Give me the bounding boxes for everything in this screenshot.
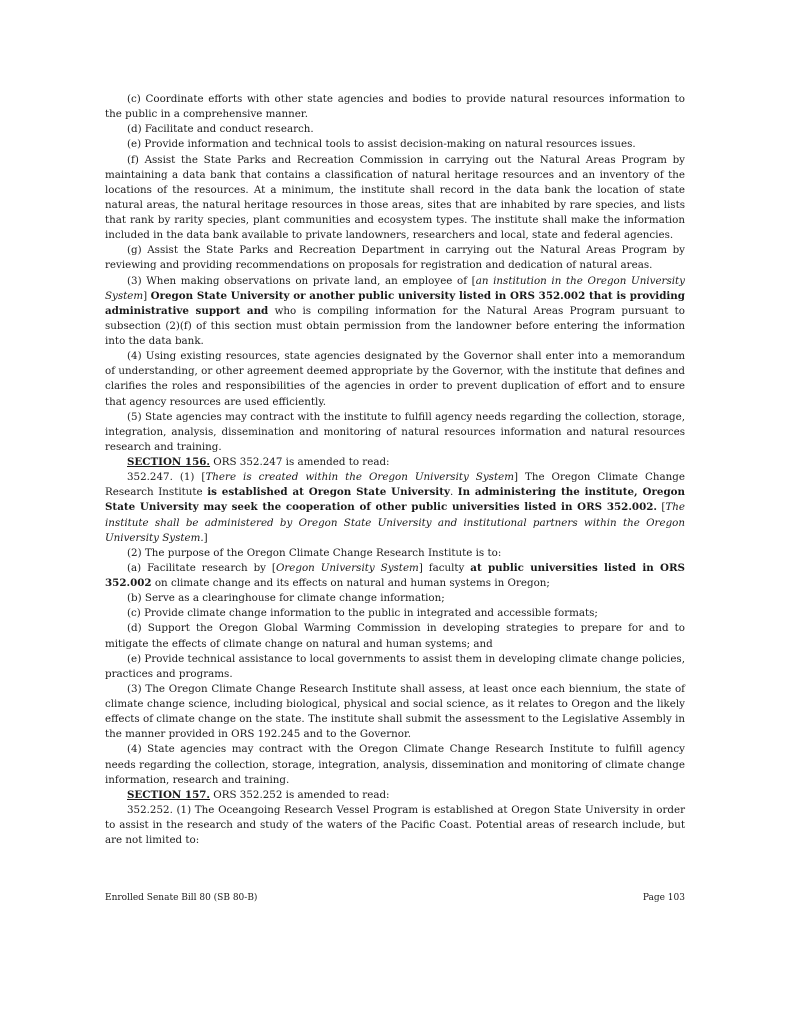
paragraph — [105, 788, 685, 803]
paragraph — [105, 591, 685, 606]
paragraph — [105, 803, 685, 848]
paragraph — [105, 561, 685, 591]
footer-page-number: Page 103 — [642, 893, 685, 903]
text-run: at public universities listed in ORS 352.002 — [105, 561, 685, 589]
paragraph — [105, 122, 685, 137]
paragraph — [105, 274, 685, 350]
text-run: (b) Serve as a clearinghouse for climate change information; — [127, 592, 445, 605]
text-run: ] — [203, 531, 208, 544]
text-run: 352.252. (1) The Oceangoing Research Vessel Program is established at Oregon State University in order to assist in the research and study of the waters of the Pacific Coast. Potential areas of research include, but are not limited to: — [105, 803, 685, 847]
text-run: ] The Oregon Climate Change Research Institute — [105, 471, 685, 499]
text-run: (5) State agencies may contract with the institute to fulfill agency needs regarding the collection, storage, integration, analysis, dissemination and monitoring of natural resources information and natural resources research and training. — [105, 410, 685, 453]
paragraph — [105, 410, 685, 455]
text-run: [ — [657, 501, 666, 514]
paragraph — [105, 92, 685, 122]
document-body — [105, 92, 685, 848]
paragraph — [105, 243, 685, 273]
text-run: on climate change and its effects on natural and human systems in Oregon; — [151, 577, 550, 589]
text-run: ORS 352.252 is amended to read: — [210, 788, 390, 801]
text-run: an institution in the Oregon University System — [105, 274, 685, 302]
text-run: (e) Provide technical assistance to local governments to assist them in developing climate change policies, practices and programs. — [105, 652, 685, 680]
paragraph — [105, 137, 685, 152]
text-run: (c) Provide climate change information to the public in integrated and accessible formats; — [127, 607, 598, 620]
text-run: The institute shall be administered by Oregon State University and institutional partners within the Oregon University System. — [105, 501, 686, 544]
text-run: (g) Assist the State Parks and Recreation Department in carrying out the Natural Areas Program by reviewing and providing recommendations on proposals for registration and dedication of natural areas. — [105, 244, 685, 272]
text-run: In administering the institute, Oregon State University may seek the cooperation of other public universities listed in ORS 352.002. — [105, 486, 686, 514]
text-run: (f) Assist the State Parks and Recreation Commission in carrying out the Natural Areas Program by maintaining a data bank that contains a classification of natural heritage resources and an inventory of the locations of the resources. At a minimum, the institute shall record in the data bank the location of state natural areas, the natural heritage resources in those areas, sites that are inhabited by rare species, and lists that rank by rarity species, plant communities and ecosystem types. The institute shall make the information included in the data bank available to private landowners, researchers and local, state and federal agencies. — [105, 153, 685, 242]
text-run: (4) State agencies may contract with the Oregon Climate Change Research Institute to fulfill agency needs regarding the collection, storage, integration, analysis, dissemination and monitoring of climate change information, research and training. — [105, 743, 685, 786]
section-heading: SECTION 157. — [127, 788, 211, 801]
text-run: Oregon University System — [275, 561, 419, 574]
paragraph — [105, 621, 685, 651]
text-run: (3) The Oregon Climate Change Research Institute shall assess, at least once each biennium, the state of climate change science, including biological, physical and social science, as it relates to Oregon and the likely effects of climate change on the state. The institute shall submit the assessment to the Legislative Assembly in the manner provided in ORS 192.245 and to the Governor. — [105, 682, 685, 741]
paragraph — [105, 682, 685, 743]
text-run: ORS 352.247 is amended to read: — [210, 456, 390, 468]
text-run: (a) Facilitate research by [ — [127, 561, 276, 574]
text-run: Oregon State University or another public university listed in ORS 352.002 that is providing administrative support and — [105, 289, 685, 317]
paragraph — [105, 349, 685, 410]
page-footer — [105, 893, 685, 903]
text-run: . — [449, 486, 458, 499]
text-run: There is created within the Oregon University System — [205, 471, 514, 484]
text-run: ] faculty — [418, 561, 471, 574]
text-run: (d) Support the Oregon Global Warming Commission in developing strategies to prepare for and to mitigate the effects of climate change on natural and human systems; and — [105, 622, 685, 650]
footer-bill-name: Enrolled Senate Bill 80 (SB 80-B) — [105, 893, 258, 903]
paragraph — [105, 742, 685, 787]
text-run: ] — [143, 289, 151, 302]
paragraph — [105, 470, 685, 546]
paragraph — [105, 546, 685, 561]
text-run: (c) Coordinate efforts with other state agencies and bodies to provide natural resources information to the public in a comprehensive manner. — [105, 93, 685, 121]
section-heading: SECTION 156. — [127, 456, 211, 468]
paragraph — [105, 455, 685, 470]
paragraph — [105, 606, 685, 621]
paragraph — [105, 153, 685, 244]
text-run: (e) Provide information and technical tools to assist decision-making on natural resources issues. — [127, 138, 636, 151]
text-run: (2) The purpose of the Oregon Climate Change Research Institute is to: — [127, 546, 502, 559]
text-run: is established at Oregon State University — [207, 486, 450, 499]
text-run: 352.247. (1) [ — [127, 471, 206, 484]
text-run: who is compiling information for the Natural Areas Program pursuant to subsection (2)(f) of this section must obtain permission from the landowner before entering the information into the data bank. — [105, 304, 685, 347]
paragraph — [105, 652, 685, 682]
text-run: (4) Using existing resources, state agencies designated by the Governor shall enter into a memorandum of understanding, or other agreement deemed appropriate by the Governor, with the institute that defines and clarifies the roles and responsibilities of the agencies in order to prevent duplication of effort and to ensure that agency resources are used efficiently. — [105, 350, 685, 408]
text-run: (3) When making observations on private land, an employee of [ — [127, 274, 476, 287]
text-run: (d) Facilitate and conduct research. — [127, 123, 314, 136]
